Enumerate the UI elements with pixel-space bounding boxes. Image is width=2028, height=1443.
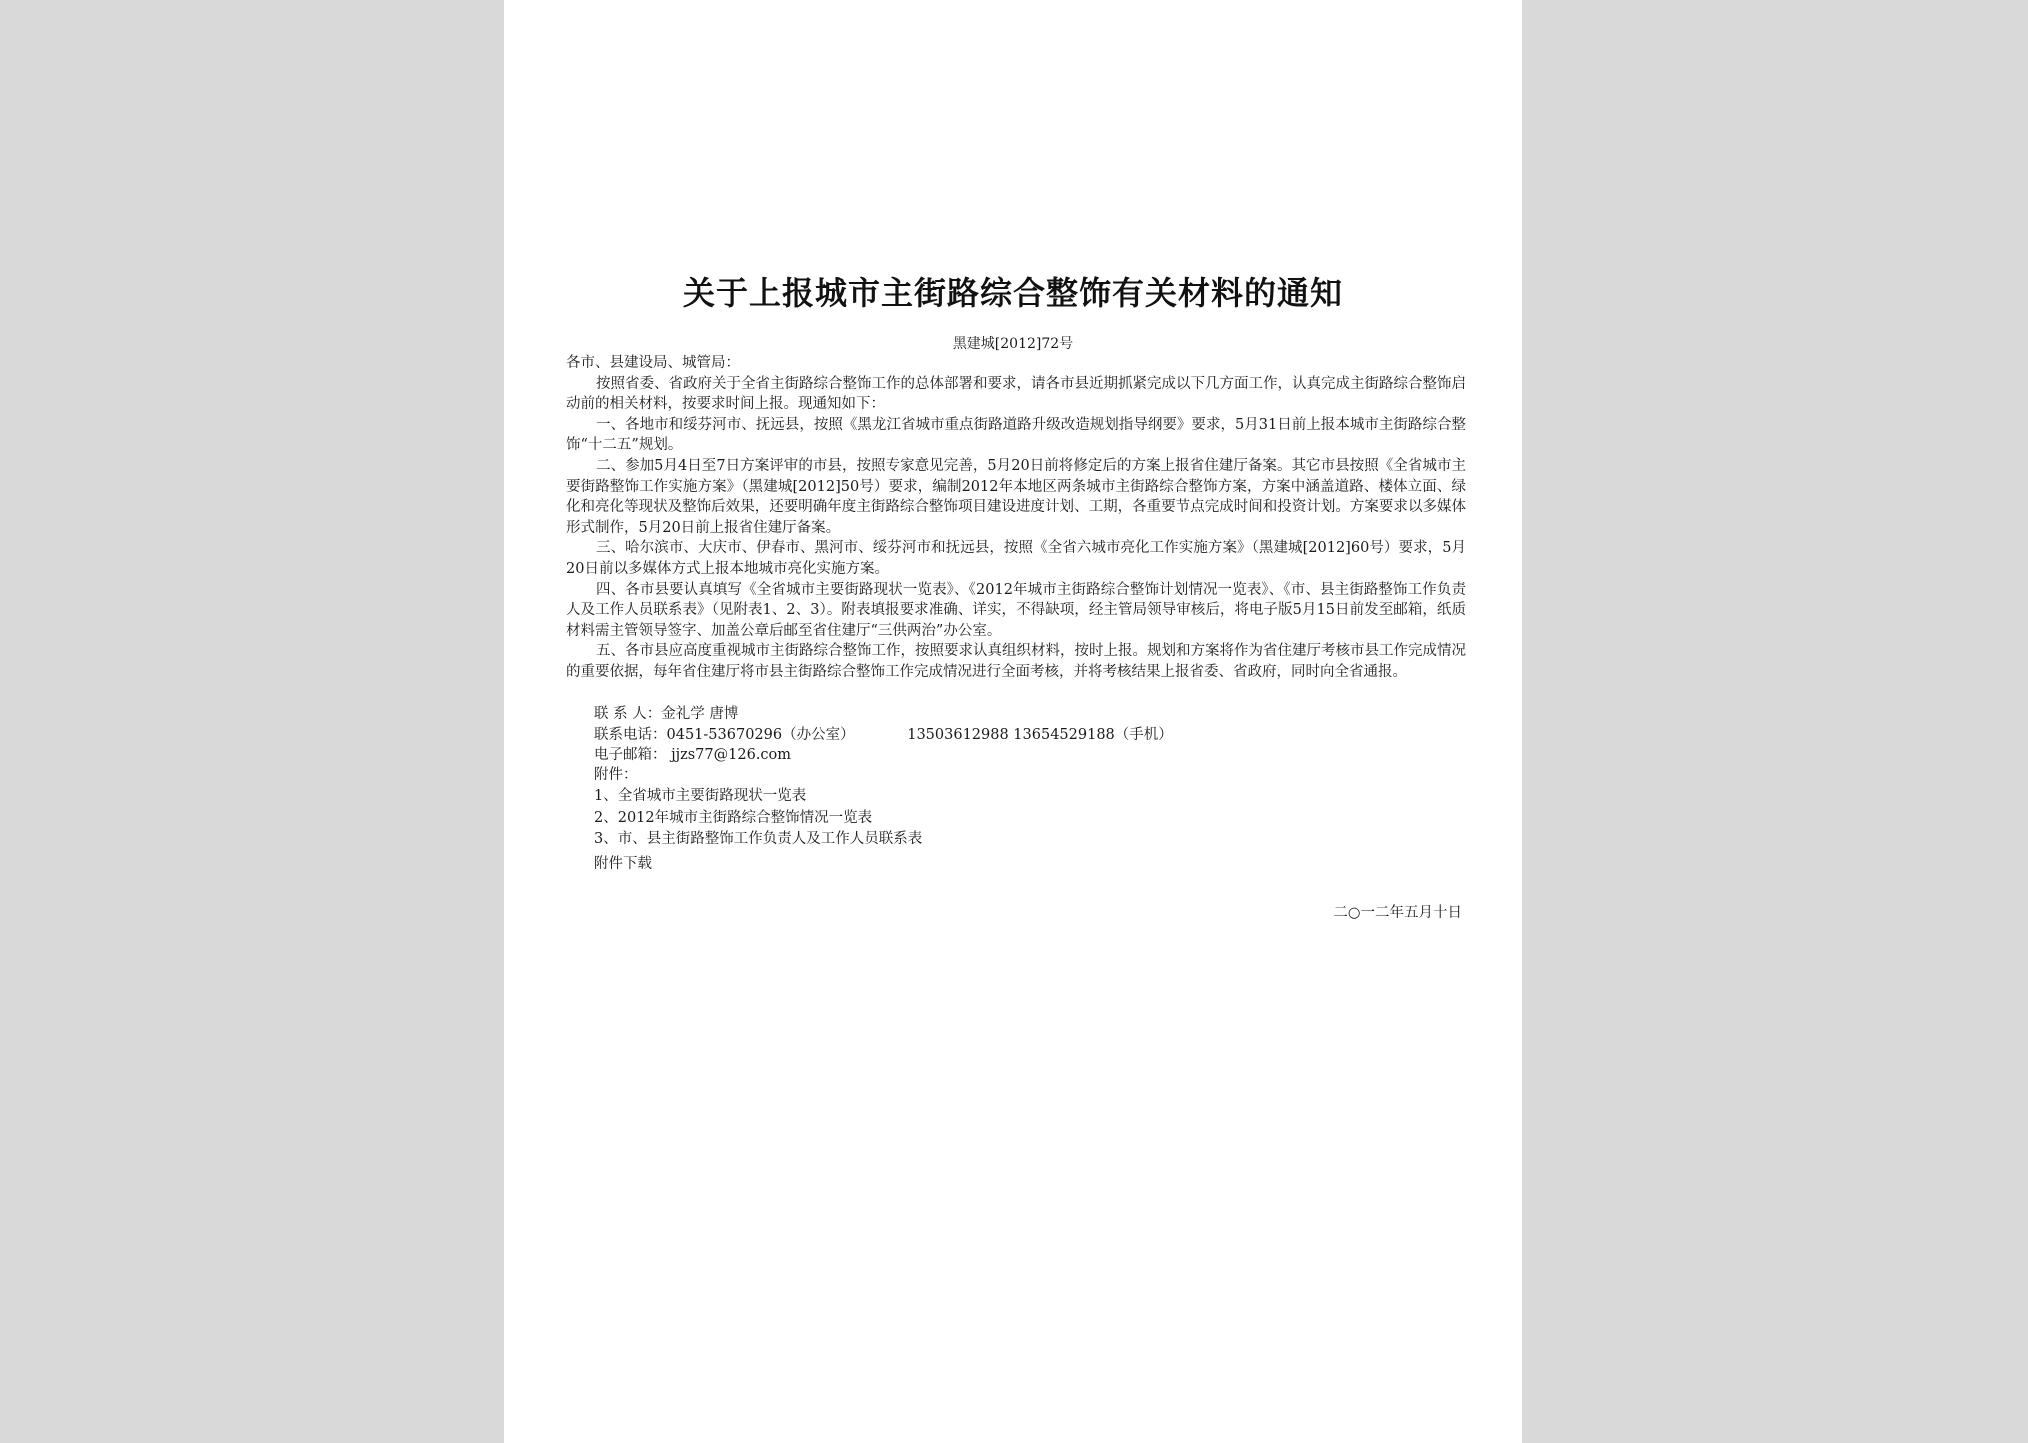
contact-person: 联 系 人：金礼学 唐博 — [594, 706, 739, 722]
paragraph-2: 二、参加5月4日至7日方案评审的市县，按照专家意见完善，5月20日前将修定后的方案上报省住建厅备案。其它市县按照《全省城市主要街路整饰工作实施方案》（黑建城[2012]50号）要求，编制2012年本地区两条城市主街路综合整饰方案，方案中涵盖道路、楼体立面、绿化和亮化等现状及整饰后效果，还要明确年度主街路综合整饰项目建设进度计划、工期，各重要节点完成时间和投资计划。方案要求以多媒体形式制作，5月20日前上报省住建厅备案。 — [566, 457, 1466, 536]
document-page — [504, 0, 1522, 1443]
attachment-item: 2、2012年城市主街路综合整饰情况一览表 — [594, 810, 873, 826]
document-number: 黑建城[2012]72号 — [952, 336, 1074, 352]
paragraph-3: 三、哈尔滨市、大庆市、伊春市、黑河市、绥芬河市和抚远县，按照《全省六城市亮化工作实施方案》（黑建城[2012]60号）要求，5月20日前以多媒体方式上报本地城市亮化实施方案。 — [566, 540, 1466, 577]
contact-phone-office: 联系电话：0451-53670296（办公室） — [594, 727, 855, 743]
paragraph-intro: 按照省委、省政府关于全省主街路综合整饰工作的总体部署和要求，请各市县近期抓紧完成以下几方面工作，认真完成主街路综合整饰启动前的相关材料，按要求时间上报。现通知如下： — [566, 375, 1466, 413]
paragraph-4: 四、各市县要认真填写《全省城市主要街路现状一览表》、《2012年城市主街路综合整饰计划情况一览表》、《市、县主街路整饰工作负责人及工作人员联系表》（见附表1、2、3）。附表填报要求准确、详实，不得缺项，经主管局领导审核后，将电子版5月15日前发至邮箱，纸质材料需主管领导签字、加盖公章后邮至省住建厅“三供两治”办公室。 — [566, 581, 1466, 639]
salutation: 各市、县建设局、城管局： — [566, 355, 740, 371]
attachment-item: 1、全省城市主要街路现状一览表 — [594, 788, 807, 804]
document-date: 二○一二年五月十日 — [1333, 905, 1462, 921]
document-body — [566, 353, 1466, 683]
paragraph-1: 一、各地市和绥芬河市、抚远县，按照《黑龙江省城市重点街路道路升级改造规划指导纲要》要求，5月31日前上报本城市主街路综合整饰“十二五”规划。 — [566, 416, 1466, 454]
attachment-item: 3、市、县主街路整饰工作负责人及工作人员联系表 — [594, 831, 923, 847]
contact-phone-mobile: 13503612988 13654529188（手机） — [907, 727, 1173, 743]
attachments-label: 附件： — [594, 767, 638, 783]
document-title: 关于上报城市主街路综合整饰有关材料的通知 — [682, 274, 1343, 312]
contact-phone — [594, 723, 1173, 744]
contact-email: 电子邮箱： jjzs77@126.com — [594, 747, 792, 763]
paragraph-5: 五、各市县应高度重视城市主街路综合整饰工作，按照要求认真组织材料，按时上报。规划和方案将作为省住建厅考核市县工作完成情况的重要依据，每年省住建厅将市县主街路综合整饰工作完成情况进行全面考核，并将考核结果上报省委、省政府，同时向全省通报。 — [566, 643, 1466, 680]
attachment-download-link[interactable]: 附件下载 — [594, 856, 652, 872]
